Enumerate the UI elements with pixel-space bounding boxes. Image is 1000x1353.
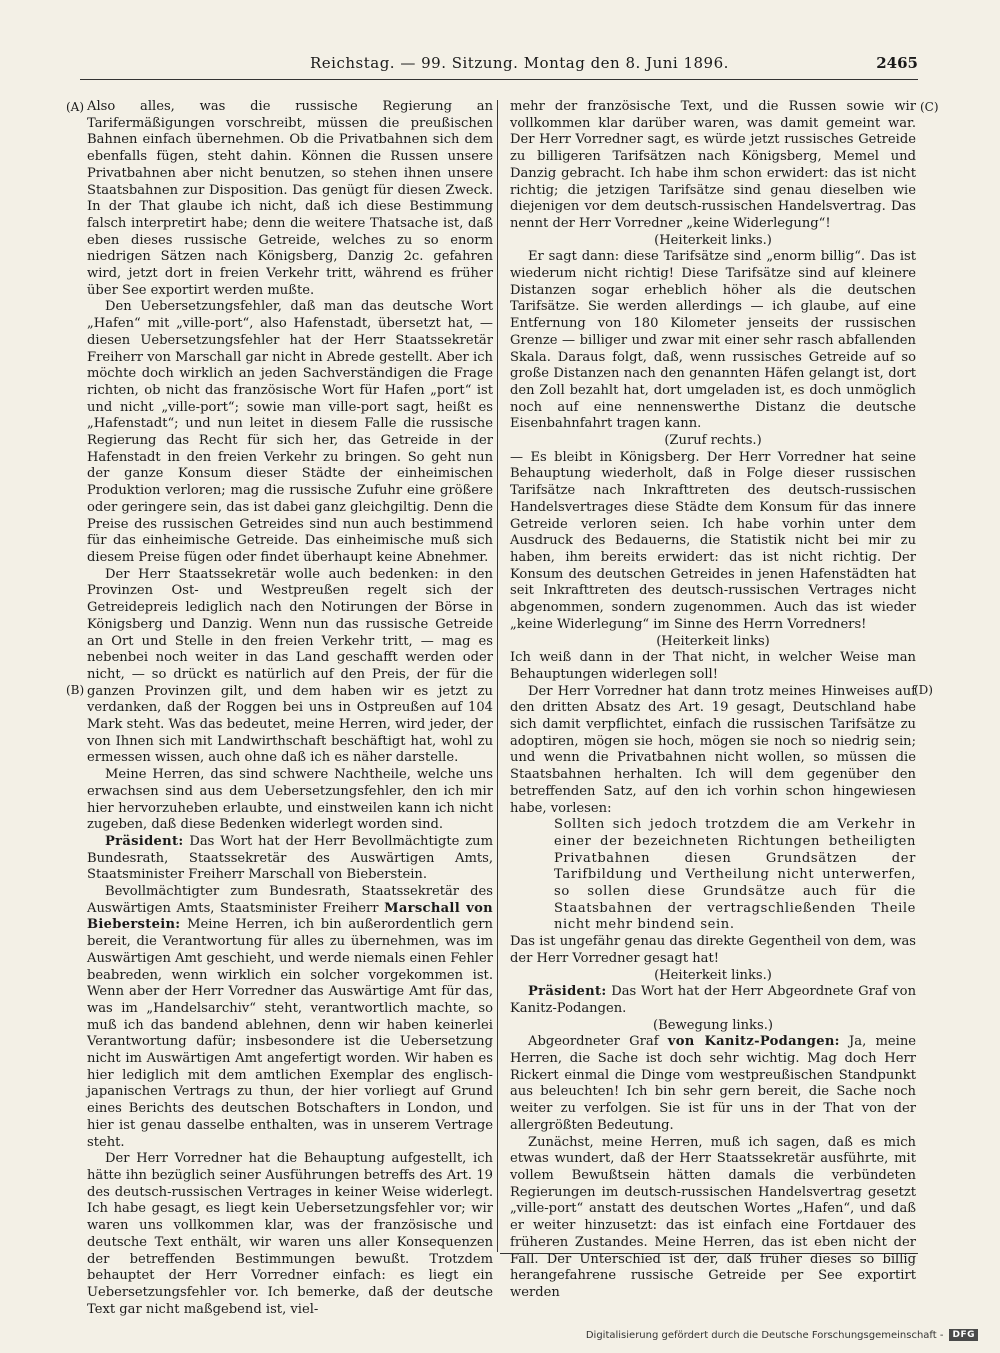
interjection: (Bewegung links.): [653, 1017, 773, 1033]
paragraph: Zunächst, meine Herren, muß ich sagen, daß es mich etwas wundert, daß der Herr Staatssekretär ausführte, mit vollem Bewußtsein hätten damals die verbündeten Regierungen im deutsch-russischen Handelsvertrag gesetzt „ville-port“ anstatt des deutschen Wortes „Hafen“, und daß er weiter hinzusetzt: das ist einfach eine Fortdauer des früheren Zustandes. Meine Herren, das ist eben nicht der Fall. Der Unterschied ist der, daß früher dieses so billig herangefahrene russische Getreide per See exportirt werden: [510, 1134, 916, 1300]
paragraph: — Es bleibt in Königsberg. Der Herr Vorredner hat seine Behauptung wiederholt, daß in Folge dieser russischen Tarifsätze nach Inkrafttreten des deutsch-russischen Handelsvertrages diese Städte dem Konsum für das innere Getreide verloren seien. Ich habe vorhin unter dem Ausdruck des Bedauerns, die Statistik nicht bei mir zu haben, ihm bereits erwidert: das ist nicht richtig. Der Konsum des deutschen Getreides in jenen Hafenstädten hat seit Inkrafttreten des deutsch-russischen Vertrages nicht abgenommen, sondern zugenommen. Auch das ist wieder „keine Widerlegung“ im Sinne des Herrn Vorredners!: [510, 449, 916, 632]
president-remark: [510, 984, 916, 1017]
margin-mark-c: (C): [920, 100, 939, 114]
paragraph: Er sagt dann: diese Tarifsätze sind „enorm billig“. Das ist wiederum nicht richtig! Diese Tarifsätze sind auf kleinere Distanzen sogar erheblich höher als die deutschen Tarifsätze. Sie werden allerdings — ich glaube, auf eine Entfernung von 180 Kilometer jenseits der russischen Grenze — billiger und zwar mit einer sehr rasch abfallenden Skala. Daraus folgt, daß, wenn russisches Getreide auf so große Distanzen nach den genannten Häfen gelangt ist, dort den Zoll bezahlt hat, dort umgeladen ist, es doch unmöglich noch auf eine nennenswerthe Distanz die deutsche Eisenbahnfahrt tragen kann.: [510, 249, 916, 432]
interjection: (Heiterkeit links): [656, 633, 770, 649]
speech-text: Meine Herren, ich bin außerordentlich gern bereit, die Verantwortung für alles zu übernehmen, was im Auswärtigen Amt geschieht, und werde niemals einen Fehler beabreden, wenn wirklich ein solcher vorgekommen ist. Wenn aber der Herr Vorredner das Auswärtige Amt für das, was im „Handelsarchiv“ steht, verantwortlich machte, so muß ich das bandend ablehnen, denn wir haben keinerlei Verantwortung dafür; insbesondere ist die Uebersetzung nicht im Auswärtigen Amt angefertigt worden. Wir haben es hier lediglich mit dem amtlichen Exemplar des englisch-japanischen Vertrags zu thun, der hier vorliegt auf Grund eines Berichts des deutschen Botschafters in London, und hier ist genau dasselbe enthalten, was in unserem Vertrage steht.: [87, 917, 493, 1150]
speaker-intro: Abgeordneter Graf: [528, 1034, 668, 1050]
digitization-credit: [586, 1329, 978, 1341]
left-column: [87, 99, 493, 1318]
paragraph: Den Uebersetzungsfehler, daß man das deutsche Wort „Hafen“ mit „ville-port“, also Hafenstadt, übersetzt hat, — diesen Uebersetzungsfehler hat der Herr Staatssekretär Freiherr von Marschall gar nicht in Abrede gestellt. Aber ich möchte doch wirklich an jeden Sachverständigen die Frage richten, ob nicht das französische Wort für Hafen „port“ ist und nicht „ville-port“; sowie man ville-port sagt, heißt es „Hafenstadt“; und nun leitet in diesem Falle die russische Regierung das Recht für sich her, das Getreide in der Hafenstadt in den freien Verkehr zu bringen. So geht nun der ganze Konsum dieser Städte der einheimischen Produktion verloren; mag die russische Zufuhr eine größere oder geringere sein, das ist dabei ganz gleichgiltig. Denn die Preise des russischen Getreides sind nun auch bestimmend für das einheimische Getreide. Das einheimische muß sich diesem Preise fügen oder findet überhaupt keine Abnehmer.: [87, 299, 493, 565]
paragraph: mehr der französische Text, und die Russen sowie wir vollkommen klar darüber waren, was damit gemeint war. Der Herr Vorredner sagt, es würde jetzt russisches Getreide zu billigeren Tarifsätzen nach Königsberg, Memel und Danzig gebracht. Ich habe ihm schon erwidert: das ist nicht richtig; die jetzigen Tarifsätze sind genau dieselben wie diejenigen vor dem deutsch-russischen Handelsvertrag. Das nennt der Herr Vorredner „keine Widerlegung“!: [510, 99, 916, 231]
speaker-name: Präsident:: [105, 833, 184, 849]
speaker-intro: Bevollmächtigter zum Bundesrath, Staatssekretär des Auswärtigen Amts, Staatsminister Freiherr: [87, 884, 493, 916]
marschall-speech: [87, 884, 493, 1151]
interjection: (Heiterkeit links.): [654, 232, 772, 248]
right-column: [510, 99, 916, 1302]
column-separator: [497, 100, 498, 1252]
paragraph: Das ist ungefähr genau das direkte Gegentheil von dem, was der Herr Vorredner gesagt hat!: [510, 934, 916, 966]
paragraph: Also alles, was die russische Regierung an Tarifermäßigungen vorschreibt, müssen die preußischen Bahnen einfach übernehmen. Ob die Privatbahnen sich dem ebenfalls fügen, steht dahin. Können die Russen unsere Privatbahnen aber nicht benutzen, so stehen ihnen unsere Staatsbahnen zur Disposition. Das genügt für diesen Zweck. In der That glaube ich nicht, daß ich diese Bestimmung falsch interpretirt habe; denn die weitere Thatsache ist, daß eben dieses russische Getreide, welches zu so enorm niedrigen Sätzen nach Königsberg, Danzig 2c. gefahren wird, jetzt dort in freien Verkehr tritt, während es früher über See exportirt werden mußte.: [87, 99, 493, 298]
interjection: (Zuruf rechts.): [664, 433, 762, 449]
speech-text: Das Wort hat der Herr Bevollmächtigte zum Bundesrath, Staatssekretär des Auswärtigen Amts, Staatsminister Freiherr Marschall von Bieberstein.: [87, 833, 493, 883]
speech-text: Ja, meine Herren, die Sache ist doch sehr wichtig. Mag doch Herr Rickert einmal die Dinge vom westpreußischen Standpunkt aus beleuchten! Ich bin sehr gern bereit, die Sache noch weiter zu verfolgen. Sie ist für uns in der That von der allergrößten Bedeutung.: [510, 1034, 916, 1133]
speaker-name: Marschall von Bieberstein:: [87, 900, 493, 933]
page-header: [80, 54, 918, 74]
quoted-treaty-text: Sollten sich jedoch trotzdem die am Verkehr in einer der bezeichneten Richtungen betheiligten Privatbahnen diesen Grundsätzen der Tarifbildung und Vertheilung nicht unterwerfen, so sollen diese Grundsätze auch für die Staatsbahnen der vertragschließenden Theile nicht mehr bindend sein.: [554, 817, 916, 933]
speaker-name: Präsident:: [528, 984, 607, 1000]
margin-mark-d: (D): [914, 683, 933, 697]
paragraph: Der Herr Staatssekretär wolle auch bedenken: in den Provinzen Ost- und Westpreußen regelt sich der Getreidepreis lediglich nach den Notirungen der Börse in Königsberg und Danzig. Wenn nun das russische Getreide an Ort und Stelle in den freien Verkehr tritt, — mag es nebenbei noch weiter in das Land geschafft werden oder nicht, — so drückt es natürlich auf den Preis, der für die ganzen Provinzen gilt, und dem haben wir es jetzt zu verdanken, daß der Roggen bei uns in Ostpreußen auf 104 Mark steht. Was das bedeutet, meine Herren, wird jeder, der von Ihnen sich mit Landwirthschaft beschäftigt hat, wohl zu ermessen wissen, auch ohne daß ich es näher darstelle.: [87, 566, 493, 766]
margin-mark-a: (A): [66, 100, 85, 114]
speech-text: Das Wort hat der Herr Abgeordnete Graf von Kanitz-Podangen.: [510, 984, 916, 1016]
page-number: 2465: [876, 54, 918, 72]
header-rule: [80, 79, 918, 80]
dfg-logo: DFG: [949, 1329, 978, 1341]
interjection: (Heiterkeit links.): [654, 967, 772, 983]
kanitz-speech: [510, 1034, 916, 1134]
speaker-name: von Kanitz-Podangen:: [667, 1034, 840, 1050]
running-title: Reichstag. — 99. Sitzung. Montag den 8. Juni 1896.: [310, 54, 729, 72]
president-remark: [87, 834, 493, 884]
paragraph: Meine Herren, das sind schwere Nachtheile, welche uns erwachsen sind aus dem Uebersetzungsfehler, den ich mir hier hervorzuheben erlaubte, und einstweilen kann ich nicht zugeben, daß diese Bedenken widerlegt worden sind.: [87, 767, 493, 833]
paragraph: Der Herr Vorredner hat die Behauptung aufgestellt, ich hätte ihn bezüglich seiner Ausführungen betreffs des Art. 19 des deutsch-russischen Vertrages in keiner Weise widerlegt. Ich habe gesagt, es liegt kein Uebersetzungsfehler vor; wir waren uns vollkommen klar, was der französische und deutsche Text enthält, wir waren uns aller Konsequenzen der betreffenden Bestimmungen bewußt. Trotzdem behauptet der Herr Vorredner einfach: es liegt ein Uebersetzungsfehler vor. Ich bemerke, daß der deutsche Text gar nicht maßgebend ist, viel-: [87, 1151, 493, 1317]
footer-rule: [500, 1253, 918, 1254]
credit-text: Digitalisierung gefördert durch die Deutsche Forschungsgemeinschaft -: [585, 1329, 944, 1341]
margin-mark-b: (B): [66, 683, 85, 697]
paragraph: Ich weiß dann in der That nicht, in welcher Weise man Behauptungen widerlegen soll!: [510, 650, 916, 682]
paragraph: Der Herr Vorredner hat dann trotz meines Hinweises auf den dritten Absatz des Art. 19 gesagt, Deutschland habe sich damit verpflichtet, einfach die russischen Tarifsätze zu adoptiren, mögen sie hoch, mögen sie noch so niedrig sein; und wenn die Privatbahnen nicht wollen, so müssen die Staatsbahnen herhalten. Ich will dem gegenüber den betreffenden Satz, auf den ich vorhin schon hingewiesen habe, vorlesen:: [510, 683, 916, 816]
